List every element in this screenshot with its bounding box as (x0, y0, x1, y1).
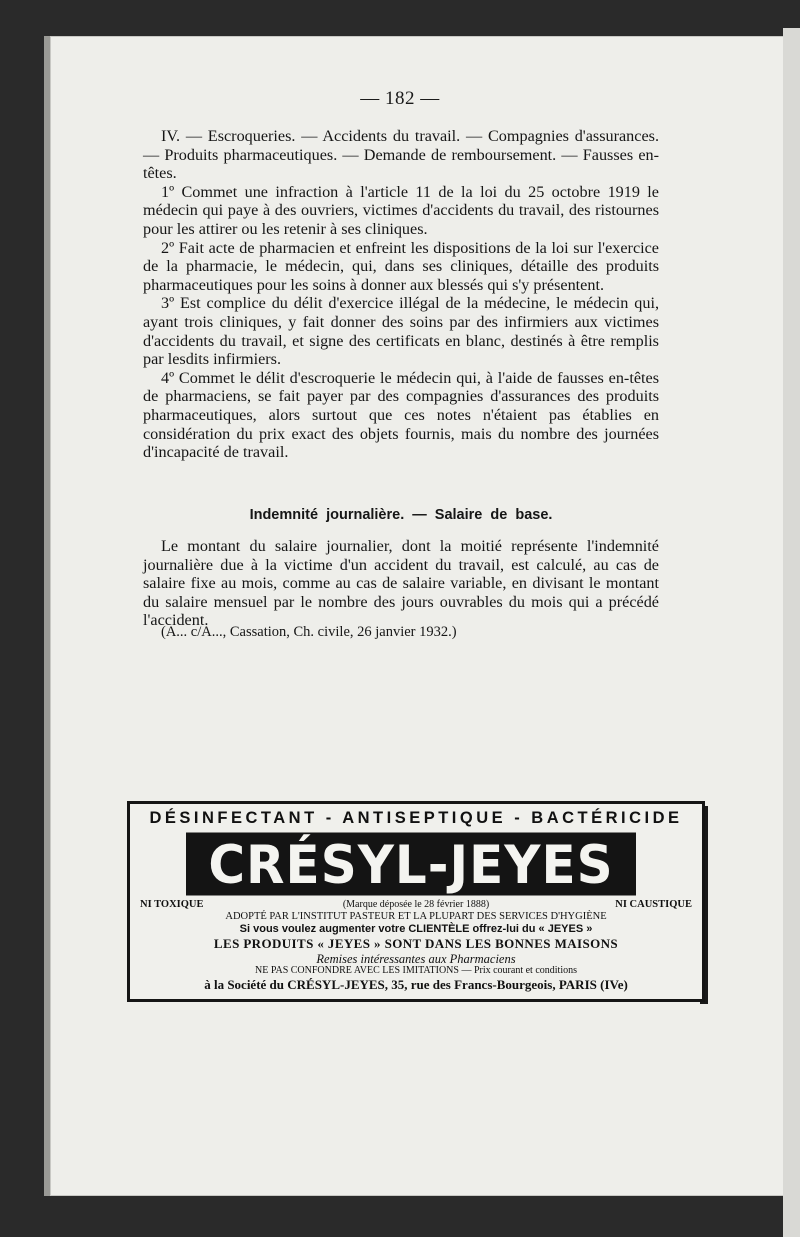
paragraph-heading: IV. — Escroqueries. — Accidents du travail. — Compagnies d'assurances. — Produits pharmaceutiques. — Demande de remboursement. — Fausses en-têtes. (143, 127, 659, 183)
ad-line: Remises intéressantes aux Pharmaciens (316, 952, 516, 966)
ad-right-note: NI CAUSTIQUE (615, 899, 692, 910)
ad-tagline: DÉSINFECTANT - ANTISEPTIQUE - BACTÉRICIDE (149, 809, 683, 827)
ad-line: NE PAS CONFONDRE AVEC LES IMITATIONS — Prix courant et conditions (255, 965, 577, 976)
ad-left-note: NI TOXIQUE (140, 899, 204, 910)
ad-line: Si vous voulez augmenter votre CLIENTÈLE offrez-lui du « JEYES » (239, 923, 593, 935)
body-text (143, 127, 659, 462)
ad-line: ADOPTÉ PAR L'INSTITUT PASTEUR ET LA PLUPART DES SERVICES D'HYGIÈNE (225, 911, 607, 922)
page-number: — 182 — (360, 88, 440, 109)
section-body (143, 537, 659, 630)
citation: (A... c/A..., Cassation, Ch. civile, 26 janvier 1932.) (161, 624, 457, 640)
ad-line: LES PRODUITS « JEYES » SONT DANS LES BONNES MAISONS (213, 936, 619, 951)
paragraph: 1º Commet une infraction à l'article 11 de la loi du 25 octobre 1919 le médecin qui paye à des ouvriers, victimes d'accidents du travail, des ristournes pour les attirer ou les retenir à ses cliniques. (143, 182, 659, 238)
paragraph: 4º Commet le délit d'escroquerie le médecin qui, à l'aide de fausses en-têtes de pharmaciens, se fait payer par des compagnies d'assurances des produits pharmaceutiques, alors surtout que ces notes n'étaient pas établies en considération du prix exact des objets fournis, mais du nombre des journées d'incapacité de travail. (143, 368, 659, 462)
page-fore-edge (783, 28, 800, 1237)
advertisement (127, 801, 705, 1002)
paragraph: 3º Est complice du délit d'exercice illégal de la médecine, le médecin qui, ayant trois cliniques, y fait donner des soins par des infirmiers aux victimes d'accidents du travail, et signe des certificats en blanc, destinés à être remplis par lesdits infirmiers. (143, 294, 659, 369)
paragraph: 2º Fait acte de pharmacien et enfreint les dispositions de la loi sur l'exercice de la pharmacie, le médecin, qui, dans ses cliniques, détaille des produits pharmaceutiques pour les soins à donner aux blessés qui s'y présentent. (143, 238, 659, 294)
paragraph: Le montant du salaire journalier, dont la moitié représente l'indemnité journalière due à la victime d'un accident du travail, est calculé, au cas de salaire fixe au mois, comme au cas de salaire variable, en divisant le montant du salaire mensuel par le nombre des jours ouvrables du mois qui a précédé l'accident. (143, 537, 659, 630)
brand-logo: CRÉSYL-JEYES (186, 833, 636, 896)
ad-trademark-note: (Marque déposée le 28 février 1888) (342, 899, 490, 910)
ad-address: à la Société du CRÉSYL-JEYES, 35, rue des Francs-Bourgeois, PARIS (IVe) (204, 977, 628, 992)
section-title: Indemnité journalière. — Salaire de base. (249, 507, 553, 523)
